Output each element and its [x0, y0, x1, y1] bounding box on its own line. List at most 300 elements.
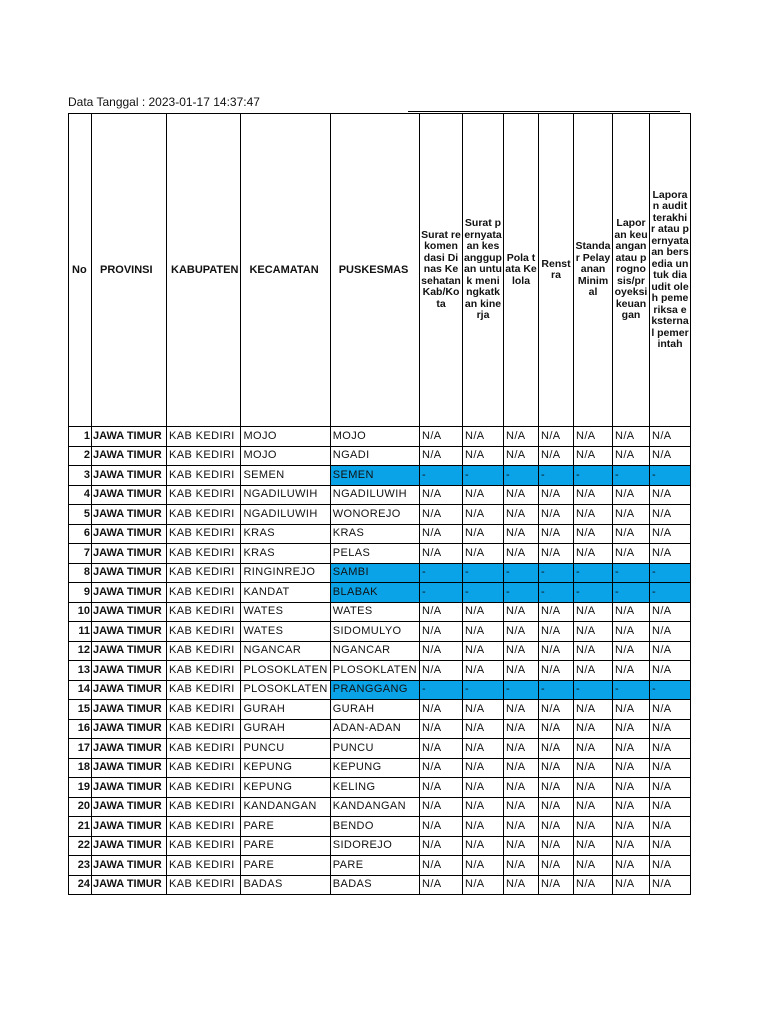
kecamatan-cell: PARE: [241, 817, 330, 837]
row-number: 9: [69, 583, 92, 603]
status-cell: N/A: [539, 544, 574, 564]
table-row: [69, 661, 691, 681]
row-number: 1: [69, 427, 92, 447]
kabupaten-cell: KAB KEDIRI: [167, 544, 241, 564]
table-row: [69, 836, 691, 856]
kabupaten-cell: KAB KEDIRI: [167, 836, 241, 856]
puskesmas-cell: SEMEN: [330, 466, 419, 486]
puskesmas-cell: KEPUNG: [330, 758, 419, 778]
table-row: [69, 758, 691, 778]
status-cell: N/A: [504, 758, 539, 778]
kabupaten-cell: KAB KEDIRI: [167, 524, 241, 544]
kecamatan-cell: GURAH: [241, 700, 330, 720]
row-number: 10: [69, 602, 92, 622]
provinsi-cell: JAWA TIMUR: [92, 544, 167, 564]
status-cell: N/A: [539, 817, 574, 837]
table-row: [69, 446, 691, 466]
puskesmas-cell: NGADILUWIH: [330, 485, 419, 505]
row-number: 7: [69, 544, 92, 564]
status-cell: -: [463, 680, 504, 700]
status-cell: N/A: [420, 485, 463, 505]
status-cell: N/A: [463, 505, 504, 525]
col-surat-pernyataan-header: [463, 114, 504, 427]
col-renstra-header: [539, 114, 574, 427]
status-cell: N/A: [463, 485, 504, 505]
puskesmas-cell: SAMBI: [330, 563, 419, 583]
status-cell: N/A: [504, 856, 539, 876]
status-cell: N/A: [650, 817, 691, 837]
puskesmas-cell: BLABAK: [330, 583, 419, 603]
status-cell: -: [650, 583, 691, 603]
status-cell: N/A: [463, 700, 504, 720]
kabupaten-cell: KAB KEDIRI: [167, 602, 241, 622]
status-cell: -: [650, 680, 691, 700]
puskesmas-cell: KANDANGAN: [330, 797, 419, 817]
provinsi-cell: JAWA TIMUR: [92, 563, 167, 583]
status-cell: -: [504, 680, 539, 700]
status-cell: N/A: [539, 524, 574, 544]
kabupaten-cell: KAB KEDIRI: [167, 427, 241, 447]
status-cell: -: [613, 680, 650, 700]
puskesmas-cell: KELING: [330, 778, 419, 798]
kecamatan-cell: PARE: [241, 836, 330, 856]
status-cell: N/A: [574, 485, 613, 505]
status-cell: -: [539, 583, 574, 603]
kabupaten-cell: KAB KEDIRI: [167, 758, 241, 778]
status-cell: N/A: [650, 758, 691, 778]
status-cell: N/A: [650, 700, 691, 720]
status-cell: N/A: [463, 641, 504, 661]
provinsi-cell: JAWA TIMUR: [92, 602, 167, 622]
status-cell: N/A: [463, 739, 504, 759]
status-cell: N/A: [504, 700, 539, 720]
kabupaten-cell: KAB KEDIRI: [167, 700, 241, 720]
puskesmas-cell: PARE: [330, 856, 419, 876]
kabupaten-cell: KAB KEDIRI: [167, 661, 241, 681]
status-cell: -: [650, 563, 691, 583]
col-laporan-keuangan-label: Laporan keuangan atau prognosis/proyeksi keuangan: [614, 217, 648, 322]
status-cell: N/A: [539, 505, 574, 525]
status-cell: N/A: [613, 485, 650, 505]
status-cell: -: [539, 563, 574, 583]
status-cell: N/A: [574, 524, 613, 544]
kecamatan-cell: KEPUNG: [241, 778, 330, 798]
row-number: 19: [69, 778, 92, 798]
col-laporan-audit-header: [650, 114, 691, 427]
col-puskesmas-header: PUSKESMAS: [330, 114, 419, 427]
status-cell: -: [650, 466, 691, 486]
kecamatan-cell: NGADILUWIH: [241, 505, 330, 525]
status-cell: N/A: [463, 661, 504, 681]
status-cell: N/A: [539, 622, 574, 642]
status-cell: -: [463, 583, 504, 603]
status-cell: N/A: [463, 427, 504, 447]
header-row: [69, 114, 691, 427]
status-cell: N/A: [574, 719, 613, 739]
status-cell: N/A: [539, 758, 574, 778]
provinsi-cell: JAWA TIMUR: [92, 680, 167, 700]
provinsi-cell: JAWA TIMUR: [92, 583, 167, 603]
status-cell: -: [420, 680, 463, 700]
status-cell: N/A: [574, 817, 613, 837]
provinsi-cell: JAWA TIMUR: [92, 661, 167, 681]
kecamatan-cell: SEMEN: [241, 466, 330, 486]
status-cell: -: [574, 680, 613, 700]
kabupaten-cell: KAB KEDIRI: [167, 446, 241, 466]
provinsi-cell: JAWA TIMUR: [92, 427, 167, 447]
kecamatan-cell: WATES: [241, 602, 330, 622]
puskesmas-cell: WONOREJO: [330, 505, 419, 525]
puskesmas-cell: BENDO: [330, 817, 419, 837]
puskesmas-cell: NGADI: [330, 446, 419, 466]
status-cell: N/A: [613, 817, 650, 837]
status-cell: N/A: [574, 544, 613, 564]
status-cell: N/A: [574, 700, 613, 720]
row-number: 24: [69, 875, 92, 895]
status-cell: N/A: [504, 875, 539, 895]
row-number: 22: [69, 836, 92, 856]
kabupaten-cell: KAB KEDIRI: [167, 622, 241, 642]
kecamatan-cell: GURAH: [241, 719, 330, 739]
puskesmas-cell: PLOSOKLATEN: [330, 661, 419, 681]
status-cell: N/A: [574, 505, 613, 525]
status-cell: N/A: [504, 622, 539, 642]
puskesmas-cell: PUNCU: [330, 739, 419, 759]
status-cell: N/A: [613, 524, 650, 544]
row-number: 4: [69, 485, 92, 505]
status-cell: N/A: [574, 602, 613, 622]
status-cell: N/A: [613, 641, 650, 661]
status-cell: N/A: [613, 758, 650, 778]
status-cell: N/A: [504, 427, 539, 447]
status-cell: N/A: [463, 544, 504, 564]
status-cell: N/A: [420, 661, 463, 681]
puskesmas-cell: NGANCAR: [330, 641, 419, 661]
status-cell: N/A: [463, 524, 504, 544]
status-cell: N/A: [504, 836, 539, 856]
status-cell: N/A: [504, 485, 539, 505]
status-cell: N/A: [574, 758, 613, 778]
status-cell: -: [504, 466, 539, 486]
puskesmas-table: [68, 113, 691, 895]
puskesmas-cell: KRAS: [330, 524, 419, 544]
table-row: [69, 797, 691, 817]
kabupaten-cell: KAB KEDIRI: [167, 485, 241, 505]
status-cell: N/A: [650, 641, 691, 661]
status-cell: N/A: [613, 856, 650, 876]
row-number: 16: [69, 719, 92, 739]
kabupaten-cell: KAB KEDIRI: [167, 680, 241, 700]
table-row: [69, 583, 691, 603]
status-cell: N/A: [420, 641, 463, 661]
row-number: 14: [69, 680, 92, 700]
status-cell: N/A: [504, 739, 539, 759]
col-laporan-keuangan-header: [613, 114, 650, 427]
provinsi-cell: JAWA TIMUR: [92, 641, 167, 661]
status-cell: N/A: [574, 427, 613, 447]
status-cell: N/A: [504, 797, 539, 817]
kecamatan-cell: BADAS: [241, 875, 330, 895]
status-cell: N/A: [650, 856, 691, 876]
row-number: 20: [69, 797, 92, 817]
status-cell: N/A: [463, 446, 504, 466]
col-surat-rekomendasi-label: Surat rekomendasi Dinas Kesehatan Kab/Kota: [421, 228, 461, 310]
puskesmas-cell: ADAN-ADAN: [330, 719, 419, 739]
status-cell: N/A: [504, 524, 539, 544]
status-cell: -: [613, 466, 650, 486]
col-surat-pernyataan-label: Surat pernyataan kesanggupan untuk meningkatkan kinerja: [464, 217, 502, 322]
status-cell: -: [420, 563, 463, 583]
status-cell: N/A: [420, 622, 463, 642]
status-cell: N/A: [463, 778, 504, 798]
status-cell: N/A: [613, 446, 650, 466]
status-cell: N/A: [539, 778, 574, 798]
status-cell: N/A: [650, 875, 691, 895]
kabupaten-cell: KAB KEDIRI: [167, 817, 241, 837]
kabupaten-cell: KAB KEDIRI: [167, 797, 241, 817]
kabupaten-cell: KAB KEDIRI: [167, 875, 241, 895]
kabupaten-cell: KAB KEDIRI: [167, 739, 241, 759]
status-cell: N/A: [650, 602, 691, 622]
status-cell: N/A: [420, 856, 463, 876]
puskesmas-cell: SIDOREJO: [330, 836, 419, 856]
row-number: 17: [69, 739, 92, 759]
status-cell: N/A: [613, 700, 650, 720]
status-cell: N/A: [539, 739, 574, 759]
status-cell: -: [463, 563, 504, 583]
status-cell: N/A: [539, 797, 574, 817]
kecamatan-cell: KANDAT: [241, 583, 330, 603]
kabupaten-cell: KAB KEDIRI: [167, 466, 241, 486]
col-spm-header: [574, 114, 613, 427]
provinsi-cell: JAWA TIMUR: [92, 505, 167, 525]
status-cell: N/A: [539, 719, 574, 739]
provinsi-cell: JAWA TIMUR: [92, 466, 167, 486]
status-cell: N/A: [463, 817, 504, 837]
header-top-rule: [408, 111, 680, 112]
status-cell: -: [463, 466, 504, 486]
kecamatan-cell: KRAS: [241, 524, 330, 544]
status-cell: N/A: [420, 797, 463, 817]
status-cell: N/A: [574, 836, 613, 856]
status-cell: -: [420, 583, 463, 603]
table-row: [69, 524, 691, 544]
table-row: [69, 719, 691, 739]
status-cell: N/A: [420, 817, 463, 837]
status-cell: -: [539, 680, 574, 700]
status-cell: -: [574, 466, 613, 486]
table-row: [69, 856, 691, 876]
status-cell: -: [613, 583, 650, 603]
table-row: [69, 817, 691, 837]
table-row: [69, 739, 691, 759]
status-cell: N/A: [504, 446, 539, 466]
status-cell: -: [504, 583, 539, 603]
status-cell: N/A: [574, 875, 613, 895]
col-pola-tata-kelola-header: [504, 114, 539, 427]
table-row: [69, 875, 691, 895]
col-no-header: No: [69, 114, 92, 427]
row-number: 12: [69, 641, 92, 661]
status-cell: N/A: [650, 544, 691, 564]
col-provinsi-header: PROVINSI: [92, 114, 167, 427]
status-cell: N/A: [574, 641, 613, 661]
status-cell: -: [613, 563, 650, 583]
kecamatan-cell: MOJO: [241, 427, 330, 447]
status-cell: N/A: [613, 875, 650, 895]
status-cell: N/A: [463, 797, 504, 817]
status-cell: N/A: [539, 485, 574, 505]
provinsi-cell: JAWA TIMUR: [92, 622, 167, 642]
row-number: 15: [69, 700, 92, 720]
kabupaten-cell: KAB KEDIRI: [167, 563, 241, 583]
status-cell: N/A: [613, 505, 650, 525]
status-cell: N/A: [650, 427, 691, 447]
kabupaten-cell: KAB KEDIRI: [167, 641, 241, 661]
status-cell: N/A: [650, 485, 691, 505]
status-cell: N/A: [650, 661, 691, 681]
status-cell: N/A: [420, 700, 463, 720]
kabupaten-cell: KAB KEDIRI: [167, 778, 241, 798]
table-row: [69, 485, 691, 505]
kecamatan-cell: NGANCAR: [241, 641, 330, 661]
provinsi-cell: JAWA TIMUR: [92, 524, 167, 544]
col-laporan-audit-label: Laporan audit terakhir atau pernyataan bersedia untuk diaudit oleh pemeriksa eksternal pemerintah: [651, 188, 689, 350]
row-number: 8: [69, 563, 92, 583]
table-row: [69, 622, 691, 642]
status-cell: N/A: [574, 739, 613, 759]
kecamatan-cell: PARE: [241, 856, 330, 876]
status-cell: N/A: [420, 505, 463, 525]
status-cell: N/A: [463, 622, 504, 642]
puskesmas-cell: WATES: [330, 602, 419, 622]
status-cell: N/A: [613, 427, 650, 447]
status-cell: N/A: [574, 622, 613, 642]
status-cell: N/A: [463, 875, 504, 895]
status-cell: N/A: [463, 856, 504, 876]
status-cell: N/A: [504, 817, 539, 837]
status-cell: N/A: [613, 602, 650, 622]
table-row: [69, 466, 691, 486]
status-cell: N/A: [613, 622, 650, 642]
kecamatan-cell: PUNCU: [241, 739, 330, 759]
kabupaten-cell: KAB KEDIRI: [167, 505, 241, 525]
row-number: 11: [69, 622, 92, 642]
status-cell: N/A: [613, 739, 650, 759]
status-cell: N/A: [574, 446, 613, 466]
status-cell: N/A: [504, 505, 539, 525]
status-cell: N/A: [539, 427, 574, 447]
table-row: [69, 680, 691, 700]
status-cell: N/A: [613, 778, 650, 798]
status-cell: N/A: [539, 856, 574, 876]
date-line: Data Tanggal : 2023-01-17 14:37:47: [68, 95, 260, 109]
status-cell: N/A: [504, 602, 539, 622]
provinsi-cell: JAWA TIMUR: [92, 817, 167, 837]
status-cell: N/A: [504, 719, 539, 739]
status-cell: N/A: [420, 446, 463, 466]
status-cell: N/A: [539, 875, 574, 895]
col-spm-label: Standar Pelayanan Minimal: [575, 240, 611, 299]
col-renstra-label: Renstra: [541, 257, 571, 281]
status-cell: N/A: [613, 719, 650, 739]
status-cell: N/A: [420, 778, 463, 798]
status-cell: N/A: [650, 778, 691, 798]
status-cell: N/A: [539, 602, 574, 622]
col-pola-tata-kelola-label: Pola tata Kelola: [505, 251, 537, 287]
status-cell: N/A: [613, 797, 650, 817]
status-cell: N/A: [650, 505, 691, 525]
kecamatan-cell: MOJO: [241, 446, 330, 466]
provinsi-cell: JAWA TIMUR: [92, 778, 167, 798]
kecamatan-cell: KRAS: [241, 544, 330, 564]
provinsi-cell: JAWA TIMUR: [92, 797, 167, 817]
status-cell: N/A: [539, 700, 574, 720]
status-cell: N/A: [613, 544, 650, 564]
puskesmas-cell: PELAS: [330, 544, 419, 564]
status-cell: N/A: [420, 719, 463, 739]
status-cell: N/A: [420, 602, 463, 622]
status-cell: N/A: [504, 661, 539, 681]
status-cell: N/A: [420, 758, 463, 778]
kecamatan-cell: PLOSOKLATEN: [241, 661, 330, 681]
status-cell: N/A: [650, 524, 691, 544]
row-number: 6: [69, 524, 92, 544]
table-row: [69, 544, 691, 564]
table-row: [69, 602, 691, 622]
status-cell: -: [504, 563, 539, 583]
col-kabupaten-header: KABUPATEN: [167, 114, 241, 427]
table-row: [69, 505, 691, 525]
table-row: [69, 563, 691, 583]
status-cell: N/A: [420, 875, 463, 895]
status-cell: -: [574, 583, 613, 603]
status-cell: N/A: [420, 524, 463, 544]
provinsi-cell: JAWA TIMUR: [92, 758, 167, 778]
kecamatan-cell: KANDANGAN: [241, 797, 330, 817]
status-cell: N/A: [650, 446, 691, 466]
status-cell: N/A: [574, 661, 613, 681]
kabupaten-cell: KAB KEDIRI: [167, 856, 241, 876]
row-number: 13: [69, 661, 92, 681]
puskesmas-cell: MOJO: [330, 427, 419, 447]
kecamatan-cell: WATES: [241, 622, 330, 642]
status-cell: N/A: [574, 856, 613, 876]
provinsi-cell: JAWA TIMUR: [92, 875, 167, 895]
provinsi-cell: JAWA TIMUR: [92, 856, 167, 876]
kecamatan-cell: PLOSOKLATEN: [241, 680, 330, 700]
col-kecamatan-header: KECAMATAN: [241, 114, 330, 427]
status-cell: N/A: [650, 622, 691, 642]
status-cell: N/A: [504, 544, 539, 564]
status-cell: N/A: [650, 836, 691, 856]
status-cell: N/A: [463, 836, 504, 856]
status-cell: N/A: [420, 544, 463, 564]
status-cell: N/A: [539, 661, 574, 681]
status-cell: -: [539, 466, 574, 486]
table-row: [69, 700, 691, 720]
status-cell: N/A: [420, 739, 463, 759]
provinsi-cell: JAWA TIMUR: [92, 700, 167, 720]
table-row: [69, 778, 691, 798]
row-number: 23: [69, 856, 92, 876]
row-number: 3: [69, 466, 92, 486]
status-cell: N/A: [463, 719, 504, 739]
kecamatan-cell: KEPUNG: [241, 758, 330, 778]
row-number: 21: [69, 817, 92, 837]
status-cell: N/A: [504, 641, 539, 661]
table-row: [69, 427, 691, 447]
